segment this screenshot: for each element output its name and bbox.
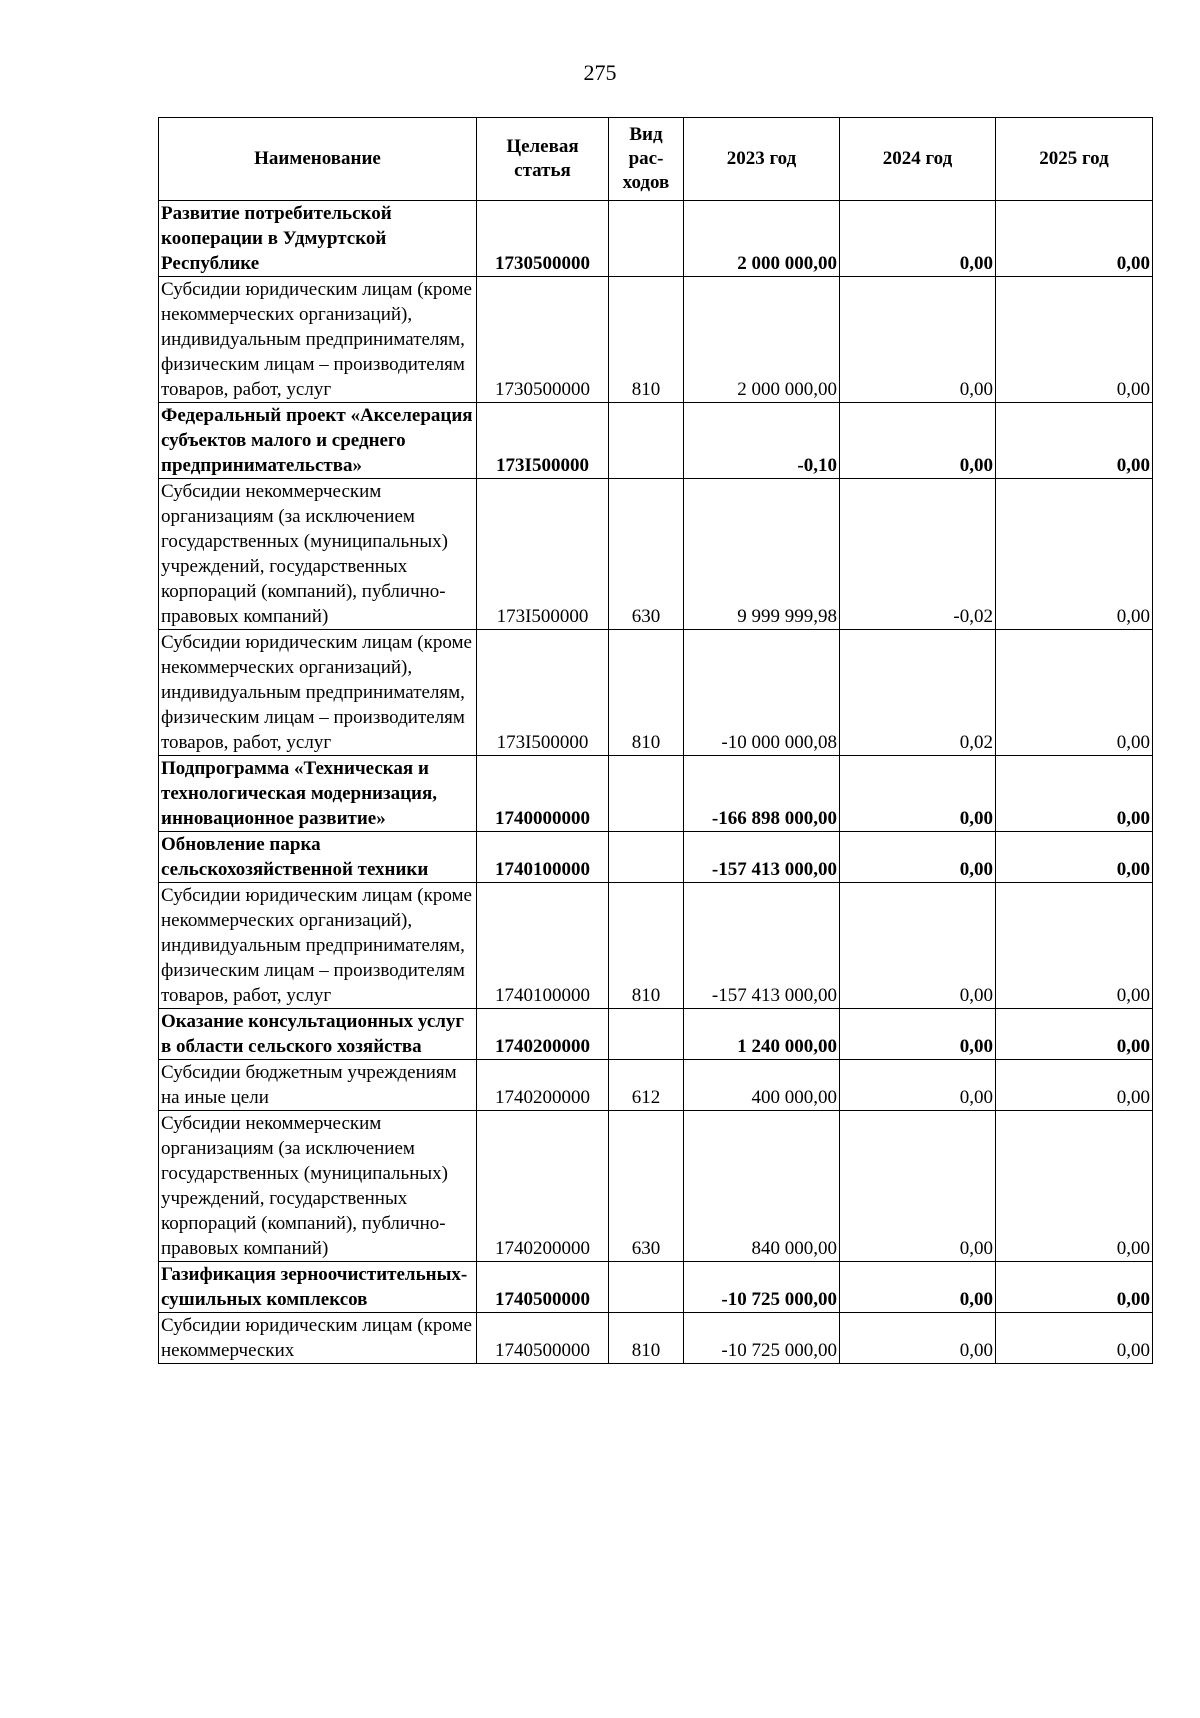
cell-2025: 0,00 xyxy=(996,630,1153,756)
cell-vid xyxy=(609,1262,684,1313)
table-row xyxy=(159,883,1153,1009)
table-row xyxy=(159,1313,1153,1364)
cell-code: 1740100000 xyxy=(477,883,609,1009)
cell-2023: -10 725 000,00 xyxy=(684,1262,840,1313)
cell-code: 1740200000 xyxy=(477,1060,609,1111)
cell-2023: 1 240 000,00 xyxy=(684,1009,840,1060)
cell-name: Субсидии некоммерческим организациям (за исключением государственных (муниципальных) учреждений, государственных корпораций (компаний), публично-правовых компаний) xyxy=(159,479,477,630)
table-row xyxy=(159,756,1153,832)
cell-vid: 630 xyxy=(609,479,684,630)
cell-2024: -0,02 xyxy=(840,479,996,630)
cell-2023: -157 413 000,00 xyxy=(684,883,840,1009)
cell-2025: 0,00 xyxy=(996,883,1153,1009)
cell-code: 1740000000 xyxy=(477,756,609,832)
cell-vid: 810 xyxy=(609,883,684,1009)
cell-2025: 0,00 xyxy=(996,1111,1153,1262)
cell-2023: -157 413 000,00 xyxy=(684,832,840,883)
cell-2023: -10 000 000,08 xyxy=(684,630,840,756)
cell-name: Обновление парка сельскохозяйственной техники xyxy=(159,832,477,883)
table-row xyxy=(159,630,1153,756)
cell-vid xyxy=(609,201,684,277)
cell-2024: 0,00 xyxy=(840,201,996,277)
cell-vid: 810 xyxy=(609,630,684,756)
cell-name: Оказание консультационных услуг в области сельского хозяйства xyxy=(159,1009,477,1060)
cell-code: 173I500000 xyxy=(477,630,609,756)
cell-vid: 810 xyxy=(609,1313,684,1364)
cell-code: 1740500000 xyxy=(477,1313,609,1364)
cell-name: Субсидии юридическим лицам (кроме некоммерческих организаций), индивидуальным предпринимателям, физическим лицам – производителям товаров, работ, услуг xyxy=(159,883,477,1009)
cell-2023: 9 999 999,98 xyxy=(684,479,840,630)
cell-2023: 2 000 000,00 xyxy=(684,201,840,277)
cell-2023: 2 000 000,00 xyxy=(684,277,840,403)
cell-2025: 0,00 xyxy=(996,832,1153,883)
cell-name: Субсидии юридическим лицам (кроме некоммерческих организаций), индивидуальным предпринимателям, физическим лицам – производителям товаров, работ, услуг xyxy=(159,630,477,756)
page-number: 275 xyxy=(583,60,617,85)
cell-2025: 0,00 xyxy=(996,1060,1153,1111)
table-body xyxy=(159,201,1153,1364)
cell-name: Подпрограмма «Техническая и технологическая модернизация, инновационное развитие» xyxy=(159,756,477,832)
table-row xyxy=(159,832,1153,883)
cell-2023: -0,10 xyxy=(684,403,840,479)
cell-2025: 0,00 xyxy=(996,1009,1153,1060)
cell-name: Субсидии юридическим лицам (кроме некоммерческих xyxy=(159,1313,477,1364)
cell-2025: 0,00 xyxy=(996,201,1153,277)
cell-code: 1730500000 xyxy=(477,201,609,277)
cell-name: Газификация зерноочистительных-сушильных комплексов xyxy=(159,1262,477,1313)
cell-2024: 0,00 xyxy=(840,1313,996,1364)
cell-vid: 612 xyxy=(609,1060,684,1111)
table-row xyxy=(159,1111,1153,1262)
table-row xyxy=(159,1262,1153,1313)
cell-vid xyxy=(609,832,684,883)
cell-vid xyxy=(609,1009,684,1060)
header-2024: 2024 год xyxy=(840,118,996,201)
table-row xyxy=(159,479,1153,630)
table-row xyxy=(159,1060,1153,1111)
cell-vid xyxy=(609,756,684,832)
cell-2025: 0,00 xyxy=(996,1262,1153,1313)
table-row xyxy=(159,277,1153,403)
header-vid: Вид рас-ходов xyxy=(609,118,684,201)
cell-name: Субсидии некоммерческим организациям (за исключением государственных (муниципальных) учреждений, государственных корпораций (компаний), публично-правовых компаний) xyxy=(159,1111,477,1262)
cell-vid: 810 xyxy=(609,277,684,403)
cell-code: 1740500000 xyxy=(477,1262,609,1313)
cell-2025: 0,00 xyxy=(996,277,1153,403)
cell-2023: -10 725 000,00 xyxy=(684,1313,840,1364)
cell-2025: 0,00 xyxy=(996,756,1153,832)
cell-2024: 0,00 xyxy=(840,1009,996,1060)
header-2023: 2023 год xyxy=(684,118,840,201)
cell-2025: 0,00 xyxy=(996,403,1153,479)
cell-2025: 0,00 xyxy=(996,479,1153,630)
header-code: Целевая статья xyxy=(477,118,609,201)
cell-2025: 0,00 xyxy=(996,1313,1153,1364)
table-header-row xyxy=(159,118,1153,201)
cell-2024: 0,00 xyxy=(840,756,996,832)
cell-2024: 0,00 xyxy=(840,832,996,883)
table-row xyxy=(159,1009,1153,1060)
cell-name: Федеральный проект «Акселерация субъектов малого и среднего предпринимательства» xyxy=(159,403,477,479)
cell-code: 173I500000 xyxy=(477,403,609,479)
cell-vid: 630 xyxy=(609,1111,684,1262)
cell-code: 173I500000 xyxy=(477,479,609,630)
cell-code: 1730500000 xyxy=(477,277,609,403)
cell-name: Субсидии бюджетным учреждениям на иные цели xyxy=(159,1060,477,1111)
cell-2024: 0,00 xyxy=(840,883,996,1009)
cell-2024: 0,02 xyxy=(840,630,996,756)
cell-2024: 0,00 xyxy=(840,1262,996,1313)
cell-2024: 0,00 xyxy=(840,277,996,403)
table-row xyxy=(159,403,1153,479)
cell-code: 1740100000 xyxy=(477,832,609,883)
header-name: Наименование xyxy=(159,118,477,201)
cell-name: Развитие потребительской кооперации в Удмуртской Республике xyxy=(159,201,477,277)
cell-vid xyxy=(609,403,684,479)
cell-name: Субсидии юридическим лицам (кроме некоммерческих организаций), индивидуальным предпринимателям, физическим лицам – производителям товаров, работ, услуг xyxy=(159,277,477,403)
header-2025: 2025 год xyxy=(996,118,1153,201)
cell-code: 1740200000 xyxy=(477,1009,609,1060)
cell-2023: -166 898 000,00 xyxy=(684,756,840,832)
cell-2024: 0,00 xyxy=(840,1111,996,1262)
cell-2023: 400 000,00 xyxy=(684,1060,840,1111)
cell-2024: 0,00 xyxy=(840,403,996,479)
cell-2024: 0,00 xyxy=(840,1060,996,1111)
table-row xyxy=(159,201,1153,277)
budget-table xyxy=(158,117,1153,1364)
cell-2023: 840 000,00 xyxy=(684,1111,840,1262)
cell-code: 1740200000 xyxy=(477,1111,609,1262)
